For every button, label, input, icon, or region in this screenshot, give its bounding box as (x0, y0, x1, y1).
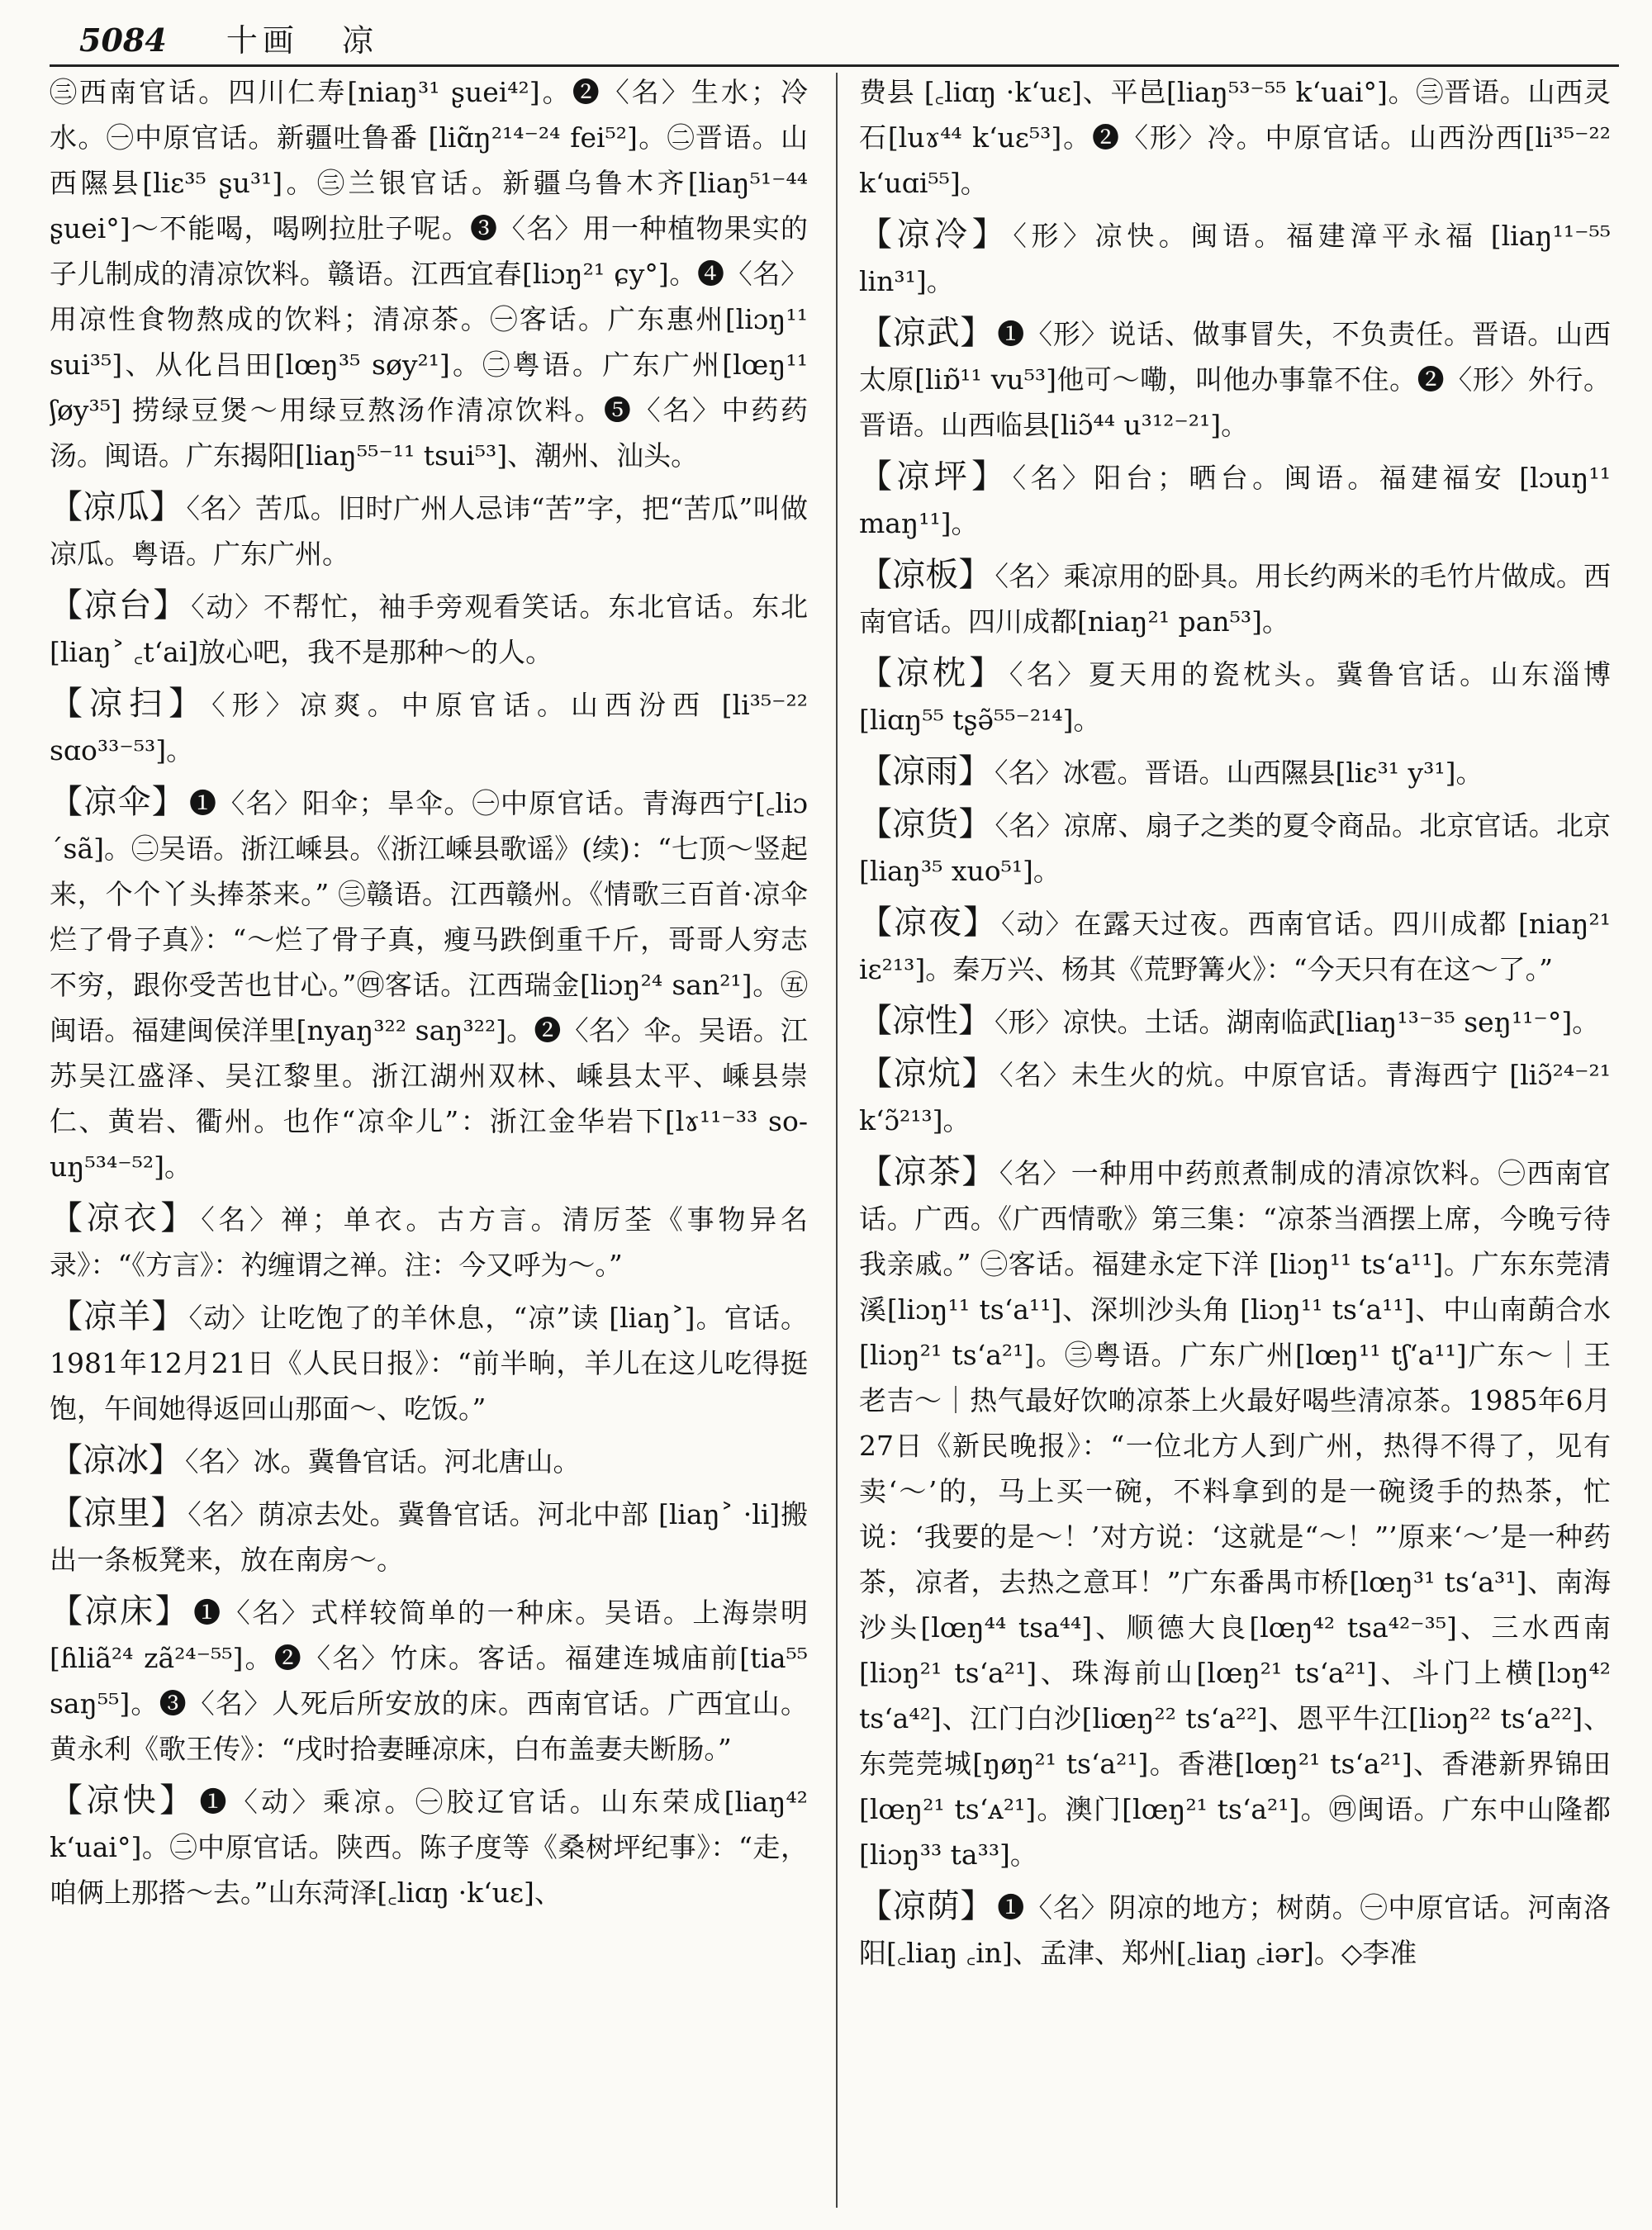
entry-headword: 【凉瓜】 (50, 488, 183, 526)
entry-text: 〈名〉苦瓜。旧时广州人忌讳“苦”字，把“苦瓜”叫做凉瓜。粤语。广东广州。 (50, 492, 808, 570)
entry-text: 〈名〉冰。冀鲁官话。河北唐山。 (185, 1445, 581, 1478)
dictionary-entry (50, 1196, 808, 1288)
entry-text: 〈名〉阳台；晒台。闽语。福建福安 [lɔuŋ¹¹ maŋ¹¹]。 (859, 462, 1611, 539)
header-rule (50, 64, 1619, 67)
dictionary-entry (50, 69, 808, 478)
dictionary-entry (50, 780, 808, 1189)
dictionary-entry (859, 802, 1611, 894)
entry-text: ❶〈名〉阳伞；旱伞。㊀中原官话。青海西宁[꜀liɔ ˊsã]。㊁吴语。浙江嵊县。《浙江嵊县歌谣》(续)：“七顶～竖起来，个个丫头捧茶来。” ㊂赣语。江西赣州。《情歌三百首·凉伞烂了骨子真》：“～烂了骨子真，瘦马跌倒重千斤，哥哥人穷志不穷，跟你受苦也甘心。”㊃客话。江西瑞金[liɔŋ²⁴ san²¹]。㊄闽语。福建闽侯洋里[nyaŋ³²² saŋ³²²]。❷〈名〉伞。吴语。江苏吴江盛泽、吴江黎里。浙江湖州双林、嵊县太平、嵊县崇仁、黄岩、衢州。也作“凉伞儿”：浙江金华岩下[lɤ¹¹⁻³³ so-uŋ⁵³⁴⁻⁵²]。 (50, 787, 808, 1183)
dictionary-entry (859, 1150, 1611, 1877)
entry-headword: 【凉夜】 (859, 904, 998, 942)
entry-headword: 【凉冰】 (50, 1441, 182, 1479)
entry-headword: 【凉枕】 (859, 654, 1006, 692)
dictionary-entry (50, 583, 808, 675)
dictionary-entry (50, 1491, 808, 1582)
entry-text: ❶〈动〉乘凉。㊀胶辽官话。山东荣成[liaŋ⁴² kʻuai°]。㊁中原官话。陕西。陈子度等《桑树坪纪事》：“走，咱俩上那搭～去。”山东菏泽[꜀liɑŋ ·kʻuɛ]、 (50, 1786, 808, 1909)
entry-headword: 【凉坪】 (859, 458, 1009, 496)
header-character: 凉 (341, 22, 378, 59)
entry-text: 〈形〉凉快。闽语。福建漳平永福 [liaŋ¹¹⁻⁵⁵ lin³¹]。 (859, 220, 1611, 297)
entry-text: 〈名〉一种用中药煎煮制成的清凉饮料。㊀西南官话。广西。《广西情歌》第三集：“凉茶当酒摆上席，今晚亏待我亲戚。” ㊁客话。福建永定下洋 [liɔŋ¹¹ tsʻa¹¹]。广东东莞清溪[liɔŋ¹¹ tsʻa¹¹]、深圳沙头角 [liɔŋ¹¹ tsʻa¹¹]、中山南蓢合水[liɔŋ²¹ tsʻa²¹]。㊂粤语。广东广州[lœŋ¹¹ tʃʻa¹¹]广东～｜王老吉～｜热气最好饮啲凉茶上火最好喝些清凉茶。1985年6月27日《新民晚报》：“一位北方人到广州，热得不得了，见有卖‘～’的，马上买一碗，不料拿到的是一碗烫手的热茶，忙说：‘我要的是～！’对方说：‘这就是“～！”’原来‘～’是一种药茶，凉者，去热之意耳！”广东番禺市桥[lœŋ³¹ tsʻa³¹]、南海沙头[lœŋ⁴⁴ tsa⁴⁴]、顺德大良[lœŋ⁴² tsa⁴²⁻³⁵]、三水西南[liɔŋ²¹ tsʻa²¹]、珠海前山[lœŋ²¹ tsʻa²¹]、斗门上横[lɔŋ⁴² tsʻa⁴²]、江门白沙[liœŋ²² tsʻa²²]、恩平牛江[liɔŋ²² tsʻa²²]、东莞莞城[ŋøŋ²¹ tsʻa²¹]。香港[lœŋ²¹ tsʻa²¹]、香港新界锦田[lœŋ²¹ tsʻᴀ²¹]。澳门[lœŋ²¹ tsʻa²¹]。㊃闽语。广东中山隆都[liɔŋ³³ ta³³]。 (859, 1157, 1611, 1871)
entry-headword: 【凉扫】 (50, 685, 209, 723)
entry-headword: 【凉武】 (859, 314, 995, 352)
page-header (79, 15, 411, 60)
dictionary-entry (859, 651, 1611, 743)
dictionary-entry (859, 212, 1611, 304)
entry-text: 〈形〉凉快。土话。湖南临武[liaŋ¹³⁻³⁵ seŋ¹¹⁻°]。 (995, 1006, 1600, 1038)
entry-text: 〈动〉不帮忙，袖手旁观看笑话。东北官话。东北 [liaŋ˃ ꜀tʻai]放心吧，我不是那种～的人。 (50, 591, 808, 668)
entry-headword: 【凉台】 (50, 586, 188, 624)
dictionary-entry (50, 1778, 808, 1915)
entry-headword: 【凉炕】 (859, 1055, 997, 1093)
entry-text: 〈动〉在露天过夜。西南官话。四川成都 [niaŋ²¹ iɛ²¹³]。秦万兴、杨其《荒野篝火》：“今天只有在这～了。” (859, 908, 1611, 985)
entry-text: 〈名〉荫凉去处。冀鲁官话。河北中部 [liaŋ˃ ·li]搬出一条板凳来，放在南房～。 (50, 1498, 808, 1576)
dictionary-entry (50, 485, 808, 576)
entry-text: 〈名〉未生火的炕。中原官话。青海西宁 [liɔ̃²⁴⁻²¹ kʻɔ̃²¹³]。 (859, 1059, 1611, 1136)
entry-headword: 【凉荫】 (859, 1887, 995, 1925)
dictionary-entry (50, 1589, 808, 1772)
entry-headword: 【凉里】 (50, 1494, 185, 1532)
dictionary-entry (859, 553, 1611, 644)
entry-headword: 【凉衣】 (50, 1199, 198, 1237)
right-column (859, 69, 1611, 2213)
entry-headword: 【凉货】 (859, 805, 992, 843)
entry-headword: 【凉茶】 (859, 1153, 996, 1191)
dictionary-entry (859, 749, 1611, 795)
entry-headword: 【凉快】 (50, 1782, 197, 1820)
dictionary-entry (859, 69, 1611, 206)
entry-text: ❶〈形〉说话、做事冒失，不负责任。晋语。山西太原[liɒ̃¹¹ vu⁵³]他可～嘞，叫他办事靠不住。❷〈形〉外行。晋语。山西临县[liɔ̃⁴⁴ u³¹²⁻²¹]。 (859, 318, 1611, 441)
entry-text: 〈动〉让吃饱了的羊休息，“凉”读 [liaŋ˃]。官话。1981年12月21日《人民日报》：“前半晌，羊儿在这儿吃得挺饱，午间她得返回山那面～、吃饭。” (50, 1302, 808, 1425)
entry-text: 〈名〉凉席、扇子之类的夏令商品。北京官话。北京[liaŋ³⁵ xuo⁵¹]。 (859, 809, 1611, 887)
left-column (50, 69, 808, 2213)
page-number: 5084 (79, 21, 167, 59)
entry-headword: 【凉性】 (859, 1002, 991, 1040)
entry-headword: 【凉冷】 (859, 216, 1010, 254)
entry-text: 〈名〉乘凉用的卧具。用长约两米的毛竹片做成。西南官话。四川成都[niaŋ²¹ pan⁵³]。 (859, 560, 1611, 638)
dictionary-entry (50, 681, 808, 773)
entry-text: 〈名〉冰雹。晋语。山西隰县[liɛ³¹ y³¹]。 (995, 757, 1483, 789)
entry-text: 〈名〉夏天用的瓷枕头。冀鲁官话。山东淄博 [liɑŋ⁵⁵ tʂə̃⁵⁵⁻²¹⁴]。 (859, 658, 1611, 736)
entry-text: 费县 [꜀liɑŋ ·kʻuɛ]、平邑[liaŋ⁵³⁻⁵⁵ kʻuai°]。㊂晋语。山西灵石[luɤ⁴⁴ kʻuɛ⁵³]。❷〈形〉冷。中原官话。山西汾西[li³⁵⁻²² kʻuɑi⁵⁵]。 (859, 76, 1611, 199)
column-divider (836, 73, 838, 2208)
entry-headword: 【凉床】 (50, 1592, 191, 1630)
dictionary-entry (50, 1294, 808, 1431)
entry-text: 〈名〉禅；单衣。古方言。清厉荃《事物异名录》：“《方言》：礿缠谓之禅。注：今又呼为～。” (50, 1203, 808, 1281)
entry-headword: 【凉雨】 (859, 752, 991, 790)
dictionary-entry (859, 900, 1611, 992)
entry-text: ❶〈名〉阴凉的地方；树荫。㊀中原官话。河南洛阳[꜀liaŋ ꜀in]、孟津、郑州[꜀liaŋ ꜀iər]。◇李准 (859, 1891, 1611, 1969)
dictionary-entry (859, 454, 1611, 546)
entry-text: ❶〈名〉式样较简单的一种床。吴语。上海崇明[ɦliã²⁴ zã²⁴⁻⁵⁵]。❷〈名〉竹床。客话。福建连城庙前[tia⁵⁵ saŋ⁵⁵]。❸〈名〉人死后所安放的床。西南官话。广西宜山。黄永利《歌王传》：“戌时拾妻睡凉床，白布盖妻夫断肠。” (50, 1597, 808, 1765)
dictionary-entry (859, 999, 1611, 1045)
dictionary-entry (50, 1438, 808, 1484)
dictionary-entry (859, 1884, 1611, 1976)
dictionary-entry (859, 1051, 1611, 1143)
entry-headword: 【凉板】 (859, 556, 992, 594)
entry-headword: 【凉羊】 (50, 1298, 186, 1336)
dictionary-entry (859, 311, 1611, 448)
entry-text: 〈形〉凉爽。中原官话。山西汾西 [li³⁵⁻²² sɑo³³⁻⁵³]。 (50, 689, 808, 766)
entry-headword: 【凉伞】 (50, 783, 187, 821)
entry-text: ㊂西南官话。四川仁寿[niaŋ³¹ ʂuei⁴²]。❷〈名〉生水；冷水。㊀中原官话。新疆吐鲁番 [liɑ̃ŋ²¹⁴⁻²⁴ fei⁵²]。㊁晋语。山西隰县[liɛ³⁵ ʂu³¹]。㊂兰银官话。新疆乌鲁木齐[liaŋ⁵¹⁻⁴⁴ ʂuei°]～不能喝，喝咧拉肚子呢。❸〈名〉用一种植物果实的子儿制成的清凉饮料。赣语。江西宜春[liɔŋ²¹ ɕy°]。❹〈名〉用凉性食物熬成的饮料；清凉茶。㊀客话。广东惠州[liɔŋ¹¹ sui³⁵]、从化吕田[lœŋ³⁵ søy²¹]。㊁粤语。广东广州[lœŋ¹¹ ʃøy³⁵] 捞绿豆煲～用绿豆熬汤作清凉饮料。❺〈名〉中药药汤。闽语。广东揭阳[liaŋ⁵⁵⁻¹¹ tsui⁵³]、潮州、汕头。 (50, 76, 808, 472)
stroke-count: 十画 (225, 22, 299, 59)
